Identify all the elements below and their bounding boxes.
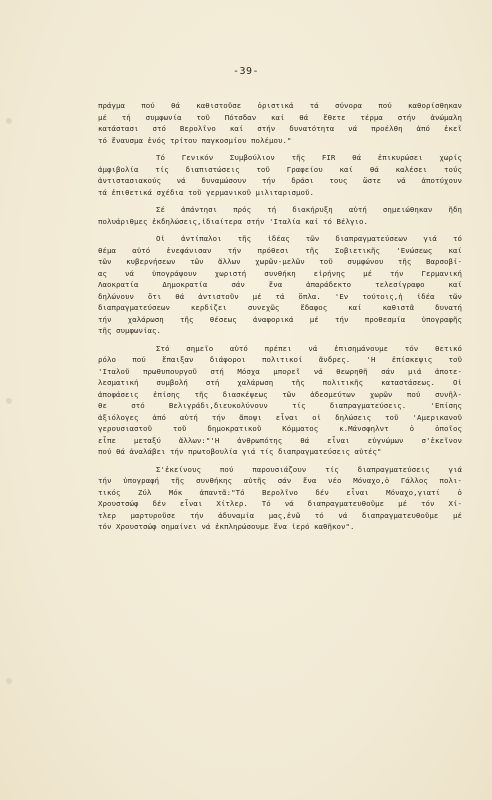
text-line: Λαοκρατία Δημοκρατία σάν ἕνα ἀπαράδεκτο τελεσίγραφο καί (98, 280, 462, 289)
text-line: τά ἐπιθετικά σχέδια τοῦ γερμανικοῦ μιλιταρισμοῦ. (98, 187, 314, 197)
page-number: -39- (232, 66, 260, 77)
text-line: ἀποφάσεις ἐπίσης τῆς διασκέψεως τῶν ἀδεσμεύτων χωρῶν πού συνῆλ- (98, 389, 462, 399)
text-line: τόν Χρουστσώφ σημαίνει νά ἐκπληρώσουμε ἕνα ἱερό καθῆκον". (98, 522, 355, 531)
paragraph (98, 204, 462, 227)
text-line: πράγμα πού θά καθιστοῦσε ὁριστικά τά σύνορα πού καθορίσθηκαν (98, 101, 462, 110)
text-line: τλερ μαρτυροῦσε τήν ἀδυναμία μας,ἐνῶ τό νά διαπραγματευθοῦμε μέ (98, 510, 462, 520)
text-line: θε στό Βελιγράδι,διευκολύνουν τίς διαπραγματεύσεις. 'Επίσης (98, 401, 462, 410)
binder-holes (6, 0, 14, 800)
text-line: πού θά ἀναλάβει τήν πρωτοβουλία γιά τίς διαπραγματεύσεις αὐτές" (98, 447, 382, 456)
text-line: δηλώνουν ὅτι θά ἀντιστοῦν μέ τά ὅπλα. 'Εν τούτοις,ἡ ἰδέα τῶν (98, 291, 462, 301)
binder-hole (6, 118, 12, 124)
paragraph (98, 152, 462, 198)
text-line: ἀντιστασιακούς νά δυναμώσουν τήν δράσι τους ὥστε νά ἀποτύχουν (98, 176, 462, 185)
text-line: γερουσιαστοῦ τοῦ δημοκρατικοῦ Κόμματος κ.Μάνσφηλντ ὁ ὁποῖος (98, 424, 462, 433)
text-line: ας νά ὑπογράψουν χωριστή συνθήκη εἰρήνης μέ τήν Γερμανική (98, 268, 462, 278)
text-line: τῶν κυβερνήσεων τῶν ἄλλων χωρῶν-μελῶν τοῦ συμφώνου τῆς Βαρσοβί- (98, 257, 462, 266)
text-line: Χρουστσώφ δέν εἶναι Χίτλερ. Τό νά διαπραγματευθοῦμε μέ τόν Χί- (98, 499, 462, 508)
text-line: πολυάριθμες ἐκδηλώσεις,ἰδιαίτερα στήν 'Ιταλία καί τό Βέλγιο. (98, 216, 368, 226)
binder-hole (6, 398, 12, 404)
paragraph (98, 100, 462, 146)
text-line: κατάστασι στό Βερολῖνο καί στήν δυνατότητα νά προέλθη ἀπό ἐκεῖ (98, 124, 462, 133)
text-line: Σέ ἀπάντησι πρός τή διακήρυξη αὐτή σημειώθηκαν ἤδη (156, 205, 462, 214)
text-line: Οἱ ἀντίπαλοι τῆς ἰδέας τῶν διαπραγματεύσεων γιά τό (156, 234, 462, 243)
text-line: τικός Ζύλ Μόκ ἀπαντᾶ:"Τό Βερολῖνο δέν εἶναι Μόναχο,γιατί ὁ (98, 487, 462, 497)
text-line: εἶπε μεταξύ ἄλλων:"'Η ἀνθρωπότης θά εἶναι εὐγνώμων σ'ἐκεῖνον (98, 435, 462, 445)
text-line: θέμα αὐτό ἐνεφάνισαν τήν πρόθεσι τῆς Σοβιετικῆς 'Ενώσεως καί (98, 245, 462, 255)
text-line: τήν χαλάρωση τῆς θέσεως ἀναφορικά μέ τήν προθεσμία ὑπογραφῆς (98, 314, 462, 324)
paragraph (98, 343, 462, 458)
text-line: Σ'ἐκείνους πού παρουσιάζουν τίς διαπραγματεύσεις γιά (156, 464, 462, 474)
text-line: ἀξιόλογες ἀπό αὐτή τήν ἄποψι εἶναι οἱ δηλώσεις τοῦ 'Αμερικανοῦ (98, 412, 462, 422)
text-line: Τό Γενικόν Συμβούλιον τῆς FIR θά ἐπικυρώσει χωρίς (156, 153, 462, 162)
text-line: ρόλο πού ἔπαιξαν διάφοροι πολιτικοί ἄνδρες. 'Η ἐπίσκεψις τοῦ (98, 355, 462, 364)
text-line: ἀμφιβολία τίς διαπιστώσεις τοῦ Γραφείου καί θά καλέσει τούς (98, 164, 462, 174)
document-body (98, 100, 462, 533)
text-line: λεσματική συμβολή στή χαλάρωση τῆς πολιτικῆς καταστάσεως. Οἱ (98, 378, 462, 387)
text-line: μέ τή συμφωνία τοῦ Πότσδαν καί θά ἔθετε τέρμα στήν ἀνώμαλη (98, 112, 462, 122)
text-line: τήν ὑπογραφή τῆς συνθήκης αὐτῆς σάν ἕνα νέο Μόναχο,ὁ Γάλλος πολι- (98, 476, 462, 485)
binder-hole (6, 678, 12, 684)
paragraph (98, 464, 462, 533)
text-line: διαπραγματεύσεων κερδίζει συνεχῶς ἔδαφος καί καθιστᾶ δυνατή (98, 303, 462, 312)
text-line: Στό σημεῖο αὐτό πρέπει νά ἐπισημάνουμε τόν θετικό (156, 343, 462, 353)
text-line: τό ἔναυσμα ἑνός τρίτου παγκοσμίου πολέμου." (98, 135, 292, 145)
paragraph (98, 233, 462, 337)
text-line: τῆς συμφωνίας. (98, 326, 161, 335)
text-line: 'Ιταλοῦ πρωθυπουργοῦ στή Μόσχα μπορεῖ νά θεωρηθῆ σάν μιά ἀποτε- (98, 366, 462, 376)
